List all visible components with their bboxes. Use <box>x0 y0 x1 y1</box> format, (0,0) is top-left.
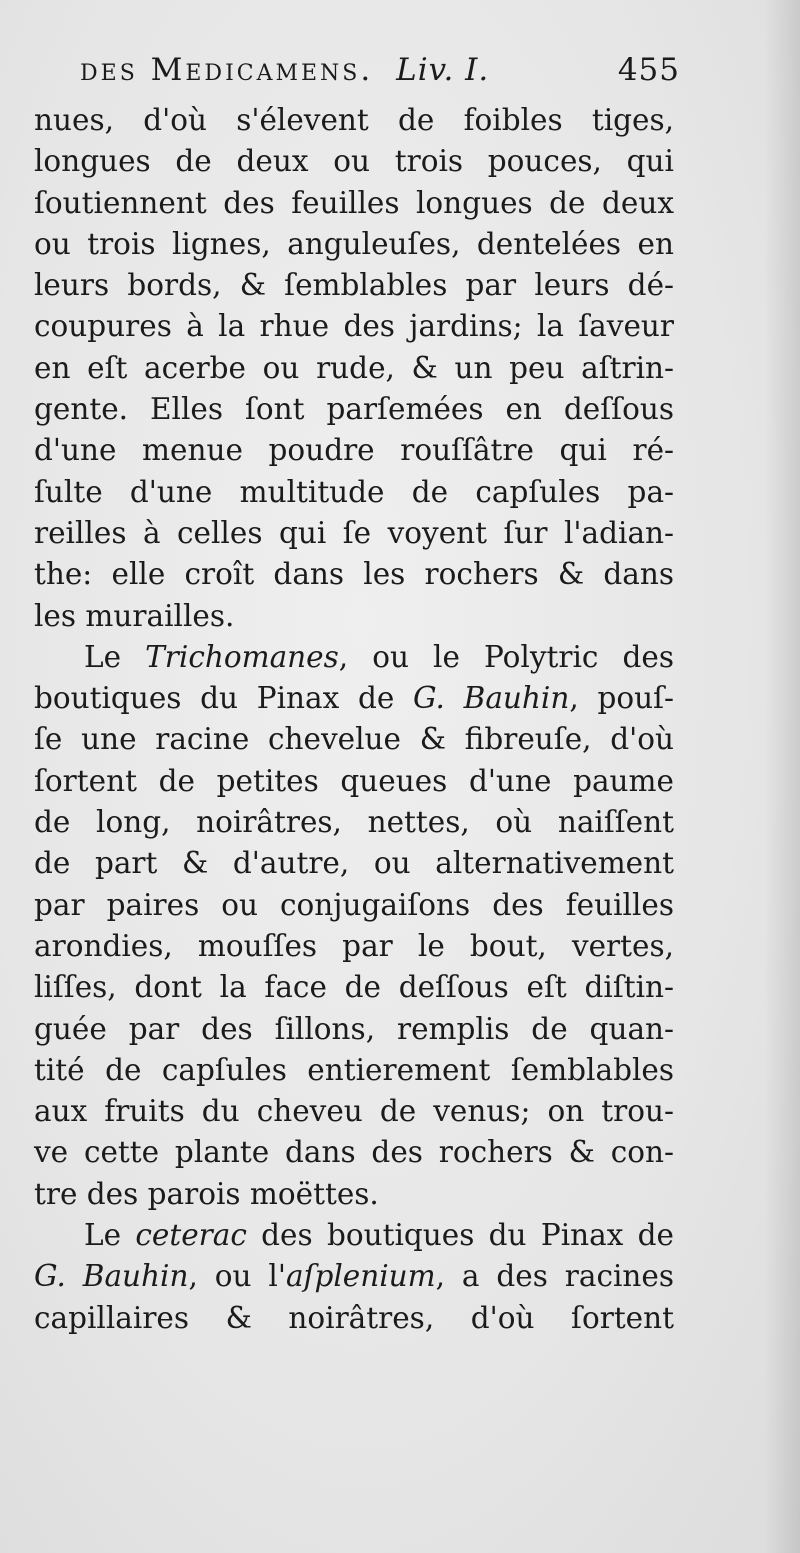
text-line: ſe une racine chevelue & fibreuſe, d'où <box>34 722 674 757</box>
text-line: ou trois lignes, anguleuſes, dentelées en <box>34 226 674 261</box>
text-line: nues, d'où s'élevent de foibles tiges, <box>34 103 674 137</box>
text-line: ve cette plante dans des rochers & con- <box>34 1135 674 1170</box>
page-number: 455 <box>617 52 680 88</box>
text-line: ſulte d'une multitude de capſules pa- <box>34 474 674 509</box>
text-line: leurs bords, & ſemblables par leurs dé- <box>34 268 674 303</box>
text-line: en eſt acerbe ou rude, & un peu aſtrin- <box>34 350 674 385</box>
text-line: ſoutiennent des feuilles longues de deux <box>34 185 674 220</box>
text-line: G. Bauhin, ou l'aſplenium, a des racines <box>34 1259 675 1294</box>
text-line: reilles à celles qui ſe voyent ſur l'adian- <box>34 515 674 550</box>
page-edge-shadow <box>764 0 800 1553</box>
text-line: guée par des ſillons, remplis de quan- <box>34 1011 674 1046</box>
text-line: par paires ou conjugaiſons des feuilles <box>34 887 674 922</box>
text-line: longues de deux ou trois pouces, qui <box>34 144 674 179</box>
text-line: d'une menue poudre rouſſâtre qui ré- <box>34 433 674 468</box>
book-reference: Liv. I. <box>396 52 490 88</box>
text-line: tité de capſules entierement ſemblables <box>34 1052 674 1087</box>
text-line: Le Trichomanes, ou le Polytric des <box>84 639 674 674</box>
text-line: de part & d'autre, ou alternativement <box>34 846 674 881</box>
running-title: des Medicamens. <box>80 52 374 88</box>
text-line: capillaires & noirâtres, d'où ſortent <box>34 1300 674 1335</box>
text-line: aux fruits du cheveu de venus; on trou- <box>34 1094 674 1129</box>
text-line: liſſes, dont la face de deſſous eſt diſtin- <box>34 970 674 1005</box>
text-line: gente. Elles ſont parſemées en deſſous <box>34 392 674 427</box>
body-text <box>34 100 674 1339</box>
running-header <box>80 52 680 96</box>
text-line: the: elle croît dans les rochers & dans <box>34 557 674 592</box>
text-line: tre des parois moëttes. <box>34 1176 379 1211</box>
text-line: Le ceterac des boutiques du Pinax de <box>84 1218 674 1253</box>
text-line: les murailles. <box>34 598 235 633</box>
text-line: boutiques du Pinax de G. Bauhin, pouſ- <box>34 681 675 716</box>
text-line: coupures à la rhue des jardins; la ſaveur <box>34 309 674 344</box>
text-line: de long, noirâtres, nettes, où naiſſent <box>34 805 674 840</box>
text-line: ſortent de petites queues d'une paume <box>34 763 674 798</box>
text-line: arondies, mouſſes par le bout, vertes, <box>34 928 674 963</box>
